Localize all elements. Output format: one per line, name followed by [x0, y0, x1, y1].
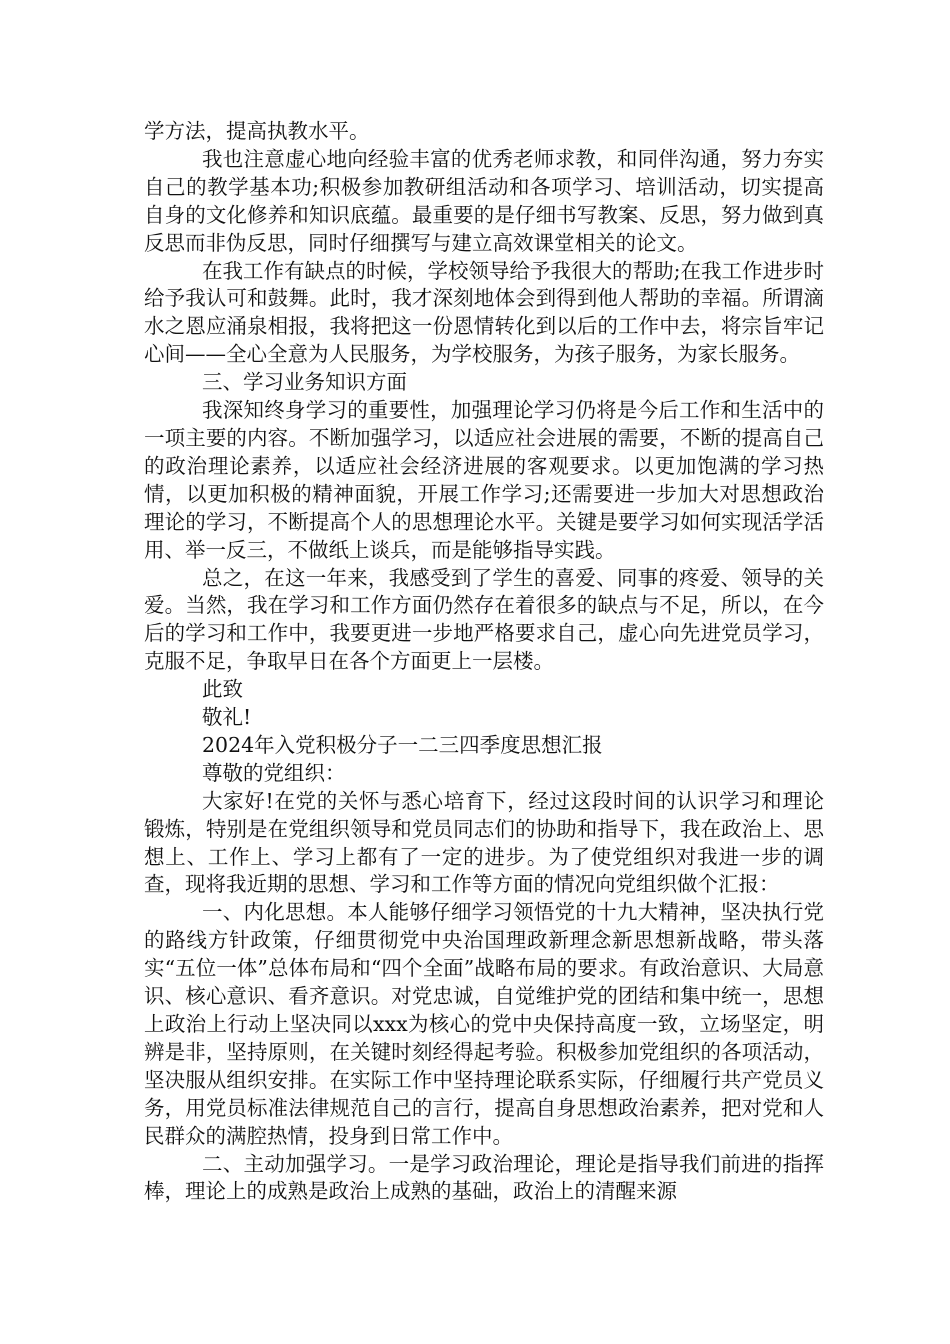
- paragraph-internalize-thought: 一、内化思想。本人能够仔细学习领悟党的十九大精神，坚决执行党的路线方针政策，仔细贯彻党中央治国理政新理念新思想新战略，带头落实“五位一体”总体布局和“四个全面”战略布局的要求。有政治意识、大局意识、核心意识、看齐意识。对党忠诚，自觉维护党的团结和集中统一，思想上政治上行动上坚决同以xxx为核心的党中央保持高度一致，立场坚定，明辨是非，坚持原则，在关键时刻经得起考验。积极参加党组织的各项活动，坚决服从组织安排。在实际工作中坚持理论联系实际，仔细履行共产党员义务，用党员标准法律规范自己的言行，提高自身思想政治素养，把对党和人民群众的满腔热情，投身到日常工作中。: [144, 900, 824, 1148]
- report-greeting: 尊敬的党组织：: [202, 760, 346, 785]
- paragraph-gratitude: 在我工作有缺点的时候，学校领导给予我很大的帮助;在我工作进步时给予我认可和鼓舞。此时，我才深刻地体会到得到他人帮助的幸福。所谓滴水之恩应涌泉相报，我将把这一份恩情转化到以后的工作中去，将宗旨牢记心间——全心全意为人民服务，为学校服务，为孩子服务，为家长服务。: [144, 258, 824, 367]
- document-body: [144, 118, 824, 1206]
- paragraph-teaching-skills: 我也注意虚心地向经验丰富的优秀老师求教，和同伴沟通，努力夯实自己的教学基本功;积极参加教研组活动和各项学习、培训活动，切实提高自身的文化修养和知识底蕴。最重要的是仔细书写教案、反思，努力做到真反思而非伪反思，同时仔细撰写与建立高效课堂相关的论文。: [144, 146, 824, 255]
- paragraph-lifelong-learning: 我深知终身学习的重要性，加强理论学习仍将是今后工作和生活中的一项主要的内容。不断加强学习，以适应社会进展的需要，不断的提高自己的政治理论素养，以适应社会经济进展的客观要求。以更加饱满的学习热情，以更加积极的精神面貌，开展工作学习;还需要进一步加大对思想政治理论的学习，不断提高个人的思想理论水平。关键是要学习如何实现活学活用、举一反三，不做纸上谈兵，而是能够指导实践。: [144, 398, 824, 562]
- closing-salutation: 此致: [202, 677, 243, 702]
- paragraph-continuation: 学方法，提高执教水平。: [144, 119, 370, 143]
- paragraph-active-learning: 二、主动加强学习。一是学习政治理论，理论是指导我们前进的指挥棒，理论上的成熟是政治上成熟的基础，政治上的清醒来源: [144, 1151, 824, 1204]
- paragraph-summary: 总之，在这一年来，我感受到了学生的喜爱、同事的疼爱、领导的关爱。当然，我在学习和工作方面仍然存在着很多的缺点与不足，所以，在今后的学习和工作中，我要更进一步地严格要求自己，虚心向先进党员学习，克服不足，争取早日在各个方面更上一层楼。: [144, 565, 824, 674]
- closing-regards: 敬礼!: [202, 705, 252, 730]
- report-title: 2024年入党积极分子一二三四季度思想汇报: [202, 732, 603, 757]
- section-heading-study: 三、学习业务知识方面: [202, 370, 407, 395]
- paragraph-intro: 大家好!在党的关怀与悉心培育下，经过这段时间的认识学习和理论锻炼，特别是在党组织领导和党员同志们的协助和指导下，我在政治上、思想上、工作上、学习上都有了一定的进步。为了使党组织对我进一步的调查，现将我近期的思想、学习和工作等方面的情况向党组织做个汇报：: [144, 788, 824, 897]
